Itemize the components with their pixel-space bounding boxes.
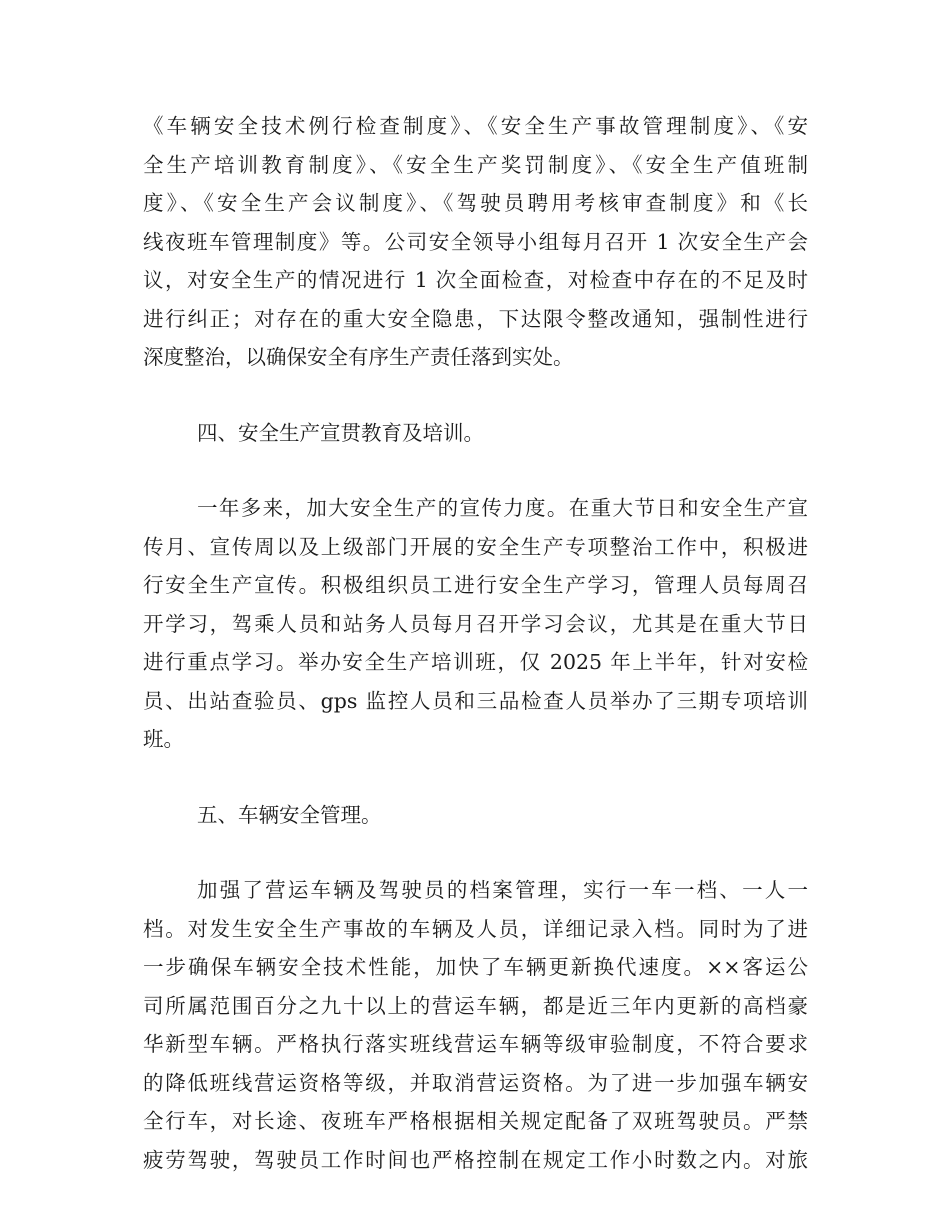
section-heading-5: 五、车辆安全管理。: [197, 802, 382, 827]
paragraph-line: 一步确保车辆安全技术性能，加快了车辆更新换代速度。××客运公: [143, 955, 808, 979]
paragraph-line: 班。: [143, 727, 184, 751]
paragraph-line: 度》、《安全生产会议制度》、《驾驶员聘用考核审查制度》和《长: [143, 191, 808, 215]
paragraph-vehicle-management: [143, 871, 808, 1179]
paragraph-line: 的降低班线营运资格等级，并取消营运资格。为了进一步加强车辆安: [143, 1070, 808, 1095]
paragraph-line: 议，对安全生产的情况进行 1 次全面检查，对检查中存在的不足及时: [143, 268, 808, 292]
paragraph-line: 《车辆安全技术例行检查制度》、《安全生产事故管理制度》、《安: [143, 114, 808, 138]
paragraph-line: 进行重点学习。举办安全生产培训班，仅 2025 年上半年，针对安检: [143, 650, 808, 674]
paragraph-line: 疲劳驾驶，驾驶员工作时间也严格控制在规定工作小时数之内。对旅: [143, 1147, 808, 1172]
paragraph-line: 开学习，驾乘人员和站务人员每月召开学习会议，尤其是在重大节日: [143, 611, 808, 636]
paragraph-regulations: [143, 107, 808, 377]
paragraph-line: 加强了营运车辆及驾驶员的档案管理，实行一车一档、一人一: [197, 878, 808, 902]
paragraph-gap: [143, 834, 808, 871]
paragraph-line: 司所属范围百分之九十以上的营运车辆，都是近三年内更新的高档豪: [143, 993, 808, 1018]
document-body: [143, 107, 808, 1179]
paragraph-line: 线夜班车管理制度》等。公司安全领导小组每月召开 1 次安全生产会: [143, 229, 808, 254]
paragraph-line: 一年多来，加大安全生产的宣传力度。在重大节日和安全生产宣: [197, 496, 808, 520]
paragraph-line: 员、出站查验员、gps 监控人员和三品检查人员举办了三期专项培训: [143, 688, 808, 713]
paragraph-line: 深度整治，以确保安全有序生产责任落到实处。: [143, 345, 574, 369]
paragraph-line: 行安全生产宣传。积极组织员工进行安全生产学习，管理人员每周召: [143, 573, 808, 597]
section-heading-4: 四、安全生产宣贯教育及培训。: [197, 420, 484, 445]
paragraph-line: 华新型车辆。严格执行落实班线营运车辆等级审验制度，不符合要求: [143, 1032, 808, 1056]
paragraph-gap: [143, 452, 808, 489]
paragraph-education: [143, 489, 808, 759]
paragraph-line: 传月、宣传周以及上级部门开展的安全生产专项整治工作中，积极进: [143, 534, 808, 559]
paragraph-gap: [143, 759, 808, 796]
paragraph-gap: [143, 377, 808, 414]
paragraph-line: 进行纠正；对存在的重大安全隐患，下达限令整改通知，强制性进行: [143, 306, 808, 331]
paragraph-line: 全生产培训教育制度》、《安全生产奖罚制度》、《安全生产值班制: [143, 152, 808, 177]
paragraph-line: 全行车，对长途、夜班车严格根据相关规定配备了双班驾驶员。严禁: [143, 1109, 808, 1133]
paragraph-line: 档。对发生安全生产事故的车辆及人员，详细记录入档。同时为了进: [143, 916, 808, 941]
